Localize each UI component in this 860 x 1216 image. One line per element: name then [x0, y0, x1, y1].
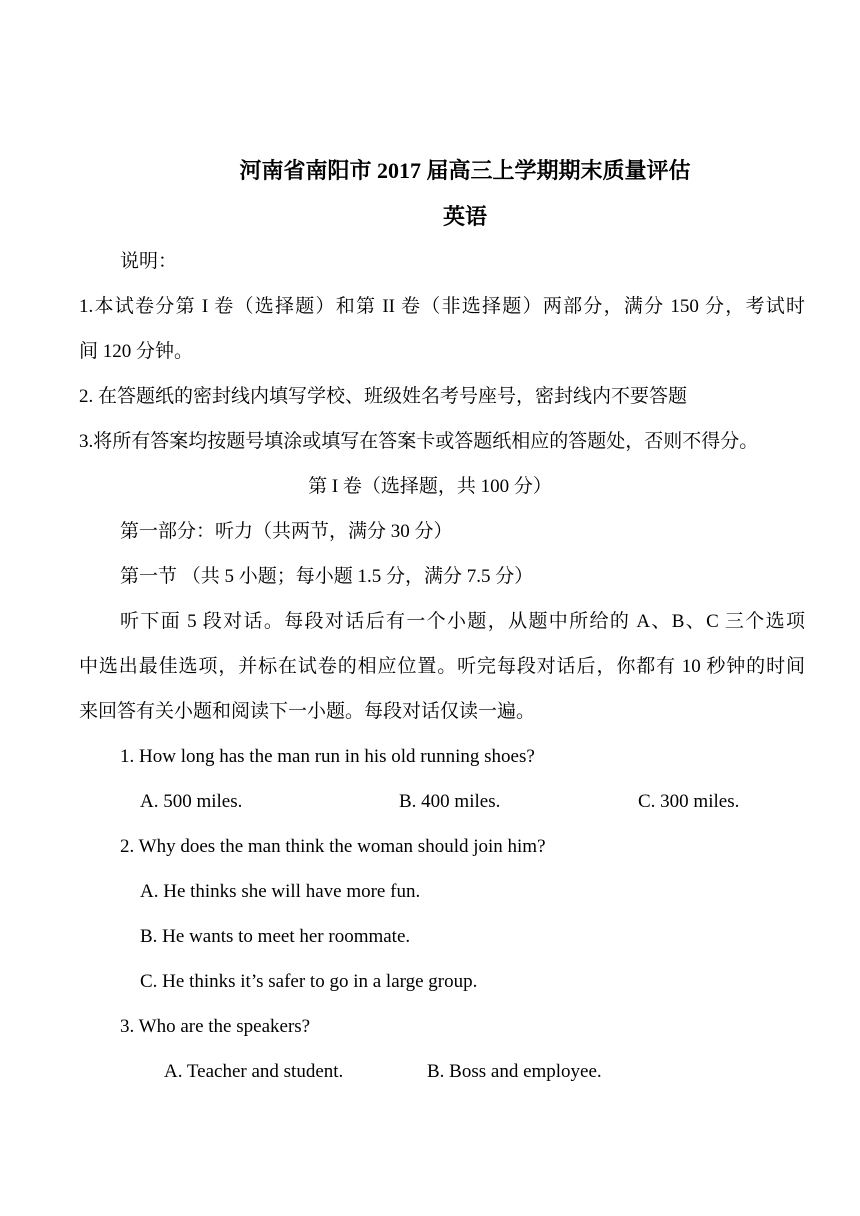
- directions-line-1: 听下面 5 段对话。每段对话后有一个小题，从题中所给的 A、B、C 三个选项: [120, 611, 805, 632]
- question-3-stem: 3. Who are the speakers?: [120, 1016, 311, 1037]
- exam-title: 河南省南阳市 2017 届高三上学期期末质量评估: [239, 158, 691, 183]
- question-1-stem: 1. How long has the man run in his old running shoes?: [120, 746, 535, 767]
- question-2-stem: 2. Why does the man think the woman should join him?: [120, 836, 546, 857]
- question-2-option-c: C. He thinks it’s safer to go in a large group.: [140, 971, 478, 992]
- instruction-item-1-line-1: 1.本试卷分第 I 卷（选择题）和第 II 卷（非选择题）两部分，满分 150 分，考试时: [79, 296, 805, 317]
- directions-line-2: 中选出最佳选项，并标在试卷的相应位置。听完每段对话后，你都有 10 秒钟的时间: [79, 656, 805, 677]
- question-3-option-a: A. Teacher and student.: [164, 1061, 344, 1082]
- question-1-option-a: A. 500 miles.: [140, 791, 243, 812]
- section1-title: 第一节 （共 5 小题；每小题 1.5 分，满分 7.5 分）: [120, 566, 534, 587]
- part1-title: 第一部分：听力（共两节，满分 30 分）: [120, 521, 453, 542]
- question-1-option-b: B. 400 miles.: [399, 791, 501, 812]
- instructions-heading: 说明：: [120, 251, 178, 272]
- instruction-item-1-line-2: 间 120 分钟。: [79, 341, 194, 362]
- question-1-option-c: C. 300 miles.: [638, 791, 740, 812]
- instruction-item-2: 2. 在答题纸的密封线内填写学校、班级姓名考号座号，密封线内不要答题: [79, 386, 688, 407]
- question-2-option-a: A. He thinks she will have more fun.: [140, 881, 421, 902]
- instruction-item-3: 3.将所有答案均按题号填涂或填写在答案卡或答题纸相应的答题处，否则不得分。: [79, 431, 759, 452]
- volume-title: 第 I 卷（选择题，共 100 分）: [308, 476, 552, 497]
- directions-line-3: 来回答有关小题和阅读下一小题。每段对话仅读一遍。: [79, 701, 536, 722]
- question-2-option-b: B. He wants to meet her roommate.: [140, 926, 411, 947]
- subject-title: 英语: [442, 204, 487, 229]
- question-3-option-b: B. Boss and employee.: [427, 1061, 602, 1082]
